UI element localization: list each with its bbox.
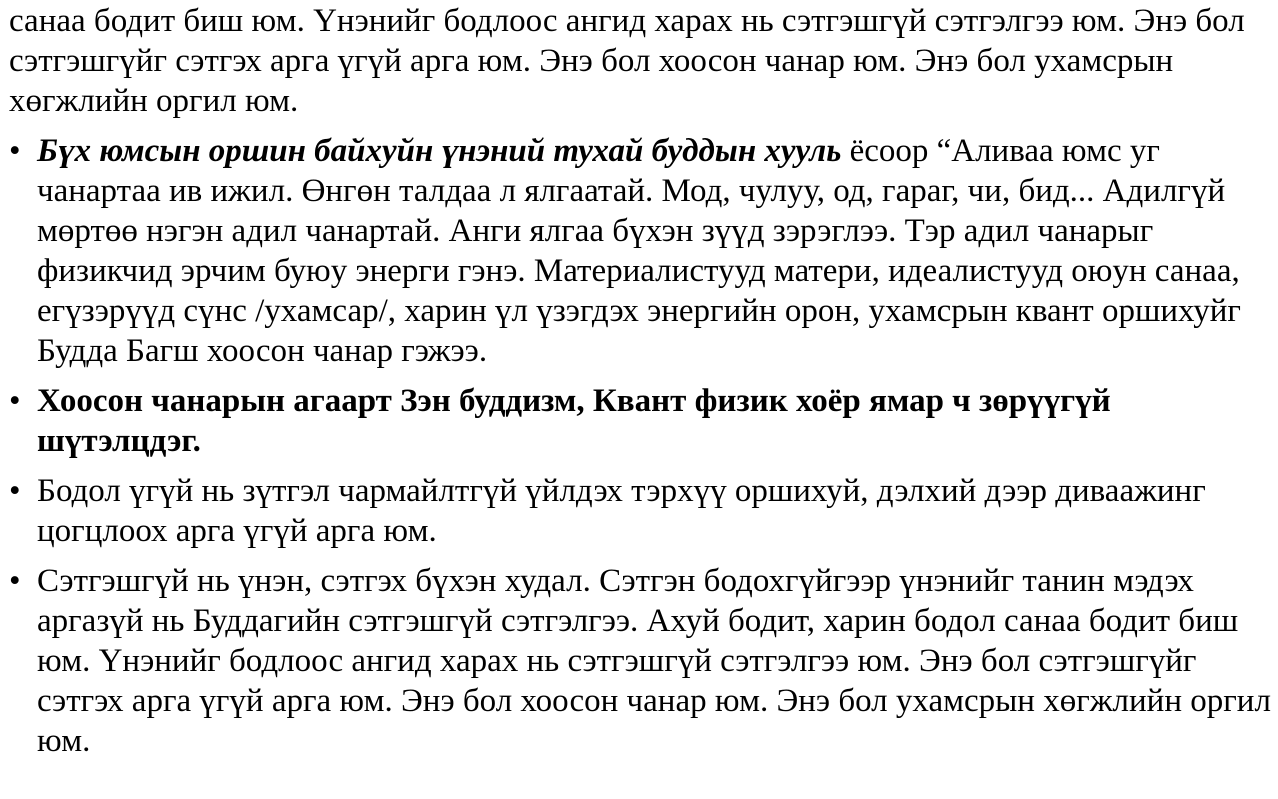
bullet-list	[9, 131, 1271, 761]
list-item	[9, 471, 1271, 551]
list-item-text-bold: Хоосон чанарын агаарт Зэн буддизм, Квант физик хоёр ямар ч зөрүүгүй шүтэлцдэг.	[37, 383, 1111, 459]
emphasized-phrase: Бүх юмсын оршин байхуйн үнэний тухай буддын хууль	[37, 133, 842, 169]
list-item-text: Бодол үгүй нь зүтгэл чармайлтгүй үйлдэх тэрхүү оршихуй, дэлхий дээр диваажинг цогцлоох арга үгүй арга юм.	[37, 473, 1206, 549]
list-item	[9, 131, 1271, 371]
bullet-icon: •	[9, 383, 21, 419]
list-item-text: Сэтгэшгүй нь үнэн, сэтгэх бүхэн худал. Сэтгэн бодохгүйгээр үнэнийг танин мэдэх аргазүй нь Буддагийн сэтгэшгүй сэтгэлгээ. Ахуй бодит, харин бодол санаа бодит биш юм. Үнэнийг бодлоос ангид харах нь сэтгэшгүй сэтгэлгээ юм. Энэ бол сэтгэшгүйг сэтгэх арга үгүй арга юм. Энэ бол хоосон чанар юм. Энэ бол ухамсрын хөгжлийн оргил юм.	[37, 563, 1271, 759]
list-item-text: ёсоор “Аливаа юмс уг чанартаа ив ижил. Өнгөн талдаа л ялгаатай. Мод, чулуу, од, гараг, чи, бид... Адилгүй мөртөө нэгэн адил чанартай. Анги ялгаа бүхэн зүүд зэрэглээ. Тэр адил чанарыг физикчид эрчим буюу энерги гэнэ. Материалистууд матери, идеалистууд оюун санаа, егүзэрүүд сүнс /ухамсар/, харин үл үзэгдэх энергийн орон, ухамсрын квант оршихуйг Будда Багш хоосон чанар гэжээ.	[37, 133, 1241, 369]
list-item	[9, 561, 1271, 761]
bullet-icon: •	[9, 133, 21, 169]
list-item	[9, 381, 1271, 461]
document-page	[9, 1, 1271, 771]
bullet-icon: •	[9, 473, 21, 509]
bullet-icon: •	[9, 563, 21, 599]
intro-paragraph: санаа бодит биш юм. Үнэнийг бодлоос ангид харах нь сэтгэшгүй сэтгэлгээ юм. Энэ бол сэтгэшгүйг сэтгэх арга үгүй арга юм. Энэ бол хоосон чанар юм. Энэ бол ухамсрын хөгжлийн оргил юм.	[9, 3, 1245, 119]
